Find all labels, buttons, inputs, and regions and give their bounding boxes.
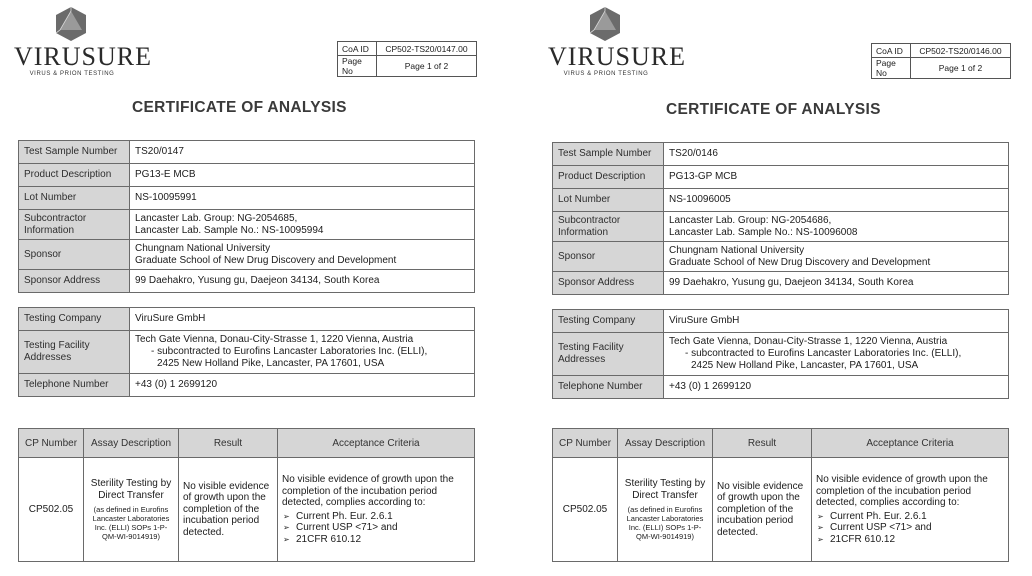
test-sample-number-label: Test Sample Number bbox=[553, 143, 664, 166]
telephone-label: Telephone Number bbox=[553, 376, 664, 399]
facility-line-1: Tech Gate Vienna, Donau-City-Strasse 1, 1220 Vienna, Austria bbox=[135, 334, 414, 345]
criteria-item: ➢ Current Ph. Eur. 2.6.1 bbox=[816, 511, 1004, 523]
criteria-item: ➢ 21CFR 610.12 bbox=[816, 534, 1004, 546]
result: No visible evidence of growth upon the completion of the incubation period detected. bbox=[713, 458, 812, 562]
facility-line-1: Tech Gate Vienna, Donau-City-Strasse 1, 1220 Vienna, Austria bbox=[669, 336, 948, 347]
testing-company: ViruSure GmbH bbox=[130, 308, 475, 331]
telephone-label: Telephone Number bbox=[19, 374, 130, 397]
page-no-value: Page 1 of 2 bbox=[377, 56, 477, 77]
testing-company-label: Testing Company bbox=[553, 310, 664, 333]
assay-description bbox=[84, 458, 179, 562]
criteria-item: ➢ Current USP <71> and bbox=[282, 522, 470, 534]
test-sample-number: TS20/0146 bbox=[664, 143, 1009, 166]
cp-number-header: CP Number bbox=[553, 429, 618, 458]
virusure-logo bbox=[548, 6, 687, 77]
sponsor-line-2: Graduate School of New Drug Discovery and Development bbox=[135, 254, 397, 266]
sample-info-table bbox=[18, 140, 475, 293]
subcontractor-info bbox=[130, 210, 475, 240]
facility-line-3: 2425 New Holland Pike, Lancaster, PA 17601, USA bbox=[157, 358, 385, 369]
telephone-number: +43 (0) 1 2699120 bbox=[664, 376, 1009, 399]
sponsor-address: 99 Daehakro, Yusung gu, Daejeon 34134, South Korea bbox=[130, 270, 475, 293]
cp-number: CP502.05 bbox=[553, 458, 618, 562]
sponsor-line-2: Graduate School of New Drug Discovery and Development bbox=[669, 256, 931, 268]
criteria-item: ➢ Current USP <71> and bbox=[816, 522, 1004, 534]
result-header: Result bbox=[713, 429, 812, 458]
cp-results-table bbox=[552, 428, 1009, 562]
brand-tagline: VIRUS & PRION TESTING bbox=[563, 71, 649, 77]
cp-results-table bbox=[18, 428, 475, 562]
icosahedron-icon bbox=[54, 6, 88, 42]
testing-facility-addresses bbox=[664, 333, 1009, 376]
testing-info-table bbox=[18, 307, 475, 397]
coa-id-box bbox=[337, 41, 477, 77]
lot-number-label: Lot Number bbox=[553, 189, 664, 212]
testing-facility-label: Testing Facility Addresses bbox=[19, 331, 130, 374]
assay-name: Sterility Testing by Direct Transfer bbox=[90, 478, 172, 501]
sponsor bbox=[664, 242, 1009, 272]
brand-tagline: VIRUS & PRION TESTING bbox=[29, 71, 115, 77]
assay-description-header: Assay Description bbox=[84, 429, 179, 458]
subcontractor-line-1: Lancaster Lab. Group: NG-2054686, bbox=[669, 214, 832, 226]
assay-note: (as defined in Eurofins Lancaster Laboratories Inc. (ELLI) SOPs 1-P-QM-WI-9014919) bbox=[92, 505, 170, 541]
telephone-number: +43 (0) 1 2699120 bbox=[130, 374, 475, 397]
coa-id-box bbox=[871, 43, 1011, 79]
certificate-title: CERTIFICATE OF ANALYSIS bbox=[132, 99, 347, 116]
facility-line-3: 2425 New Holland Pike, Lancaster, PA 17601, USA bbox=[691, 360, 919, 371]
icosahedron-icon bbox=[588, 6, 622, 42]
assay-description-header: Assay Description bbox=[618, 429, 713, 458]
subcontractor-info bbox=[664, 212, 1009, 242]
lot-number: NS-10096005 bbox=[664, 189, 1009, 212]
lot-number-label: Lot Number bbox=[19, 187, 130, 210]
certificate-page-left bbox=[14, 0, 484, 576]
subcontractor-label: Subcontractor Information bbox=[553, 212, 664, 242]
lot-number: NS-10095991 bbox=[130, 187, 475, 210]
assay-name: Sterility Testing by Direct Transfer bbox=[624, 478, 706, 501]
brand-name: VIRUSURE bbox=[14, 42, 153, 71]
facility-line-2: - subcontracted to Eurofins Lancaster Laboratories Inc. (ELLI), bbox=[685, 348, 962, 359]
sponsor-address-label: Sponsor Address bbox=[553, 272, 664, 295]
testing-company: ViruSure GmbH bbox=[664, 310, 1009, 333]
sample-info-table bbox=[552, 142, 1009, 295]
page-no-value: Page 1 of 2 bbox=[911, 58, 1011, 79]
cp-number: CP502.05 bbox=[19, 458, 84, 562]
testing-company-label: Testing Company bbox=[19, 308, 130, 331]
criteria-intro: No visible evidence of growth upon the completion of the incubation period detected, complies according to: bbox=[816, 474, 988, 508]
product-description: PG13-E MCB bbox=[130, 164, 475, 187]
sponsor-label: Sponsor bbox=[553, 242, 664, 272]
certificate-title: CERTIFICATE OF ANALYSIS bbox=[666, 101, 881, 118]
acceptance-criteria-header: Acceptance Criteria bbox=[812, 429, 1009, 458]
product-description-label: Product Description bbox=[19, 164, 130, 187]
testing-facility-addresses bbox=[130, 331, 475, 374]
acceptance-criteria bbox=[278, 458, 475, 562]
product-description-label: Product Description bbox=[553, 166, 664, 189]
subcontractor-label: Subcontractor Information bbox=[19, 210, 130, 240]
result-header: Result bbox=[179, 429, 278, 458]
sponsor-address: 99 Daehakro, Yusung gu, Daejeon 34134, South Korea bbox=[664, 272, 1009, 295]
criteria-item: ➢ Current Ph. Eur. 2.6.1 bbox=[282, 511, 470, 523]
cp-number-header: CP Number bbox=[19, 429, 84, 458]
sponsor-label: Sponsor bbox=[19, 240, 130, 270]
certificate-page-right bbox=[548, 0, 1018, 576]
sponsor-address-label: Sponsor Address bbox=[19, 270, 130, 293]
coa-id-value: CP502-TS20/0146.00 bbox=[911, 44, 1011, 58]
sponsor bbox=[130, 240, 475, 270]
product-description: PG13-GP MCB bbox=[664, 166, 1009, 189]
subcontractor-line-2: Lancaster Lab. Sample No.: NS-10096008 bbox=[669, 226, 858, 238]
testing-facility-label: Testing Facility Addresses bbox=[553, 333, 664, 376]
coa-id-value: CP502-TS20/0147.00 bbox=[377, 42, 477, 56]
page-no-label: Page No bbox=[338, 56, 377, 77]
subcontractor-line-1: Lancaster Lab. Group: NG-2054685, bbox=[135, 212, 298, 224]
facility-line-2: - subcontracted to Eurofins Lancaster Laboratories Inc. (ELLI), bbox=[151, 346, 428, 357]
test-sample-number: TS20/0147 bbox=[130, 141, 475, 164]
virusure-logo bbox=[14, 6, 153, 77]
coa-id-label: CoA ID bbox=[338, 42, 377, 56]
testing-info-table bbox=[552, 309, 1009, 399]
test-sample-number-label: Test Sample Number bbox=[19, 141, 130, 164]
assay-description bbox=[618, 458, 713, 562]
acceptance-criteria-header: Acceptance Criteria bbox=[278, 429, 475, 458]
page-no-label: Page No bbox=[872, 58, 911, 79]
subcontractor-line-2: Lancaster Lab. Sample No.: NS-10095994 bbox=[135, 224, 324, 236]
assay-note: (as defined in Eurofins Lancaster Laboratories Inc. (ELLI) SOPs 1-P-QM-WI-9014919) bbox=[626, 505, 704, 541]
sponsor-line-1: Chungnam National University bbox=[669, 244, 805, 256]
coa-id-label: CoA ID bbox=[872, 44, 911, 58]
result: No visible evidence of growth upon the completion of the incubation period detected. bbox=[179, 458, 278, 562]
sponsor-line-1: Chungnam National University bbox=[135, 242, 271, 254]
criteria-intro: No visible evidence of growth upon the completion of the incubation period detected, complies according to: bbox=[282, 474, 454, 508]
acceptance-criteria bbox=[812, 458, 1009, 562]
criteria-item: ➢ 21CFR 610.12 bbox=[282, 534, 470, 546]
brand-name: VIRUSURE bbox=[548, 42, 687, 71]
